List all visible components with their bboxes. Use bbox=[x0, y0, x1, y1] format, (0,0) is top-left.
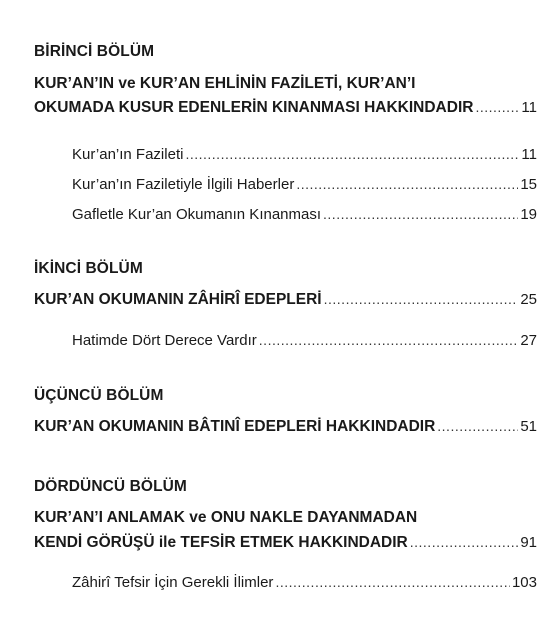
toc-entry[interactable] bbox=[72, 146, 537, 163]
dot-leader bbox=[323, 206, 518, 222]
entry-title: Kur’an’ın Faziletiyle İlgili Haberler bbox=[72, 176, 295, 193]
section-heading: ÜÇÜNCÜ BÖLÜM bbox=[34, 387, 164, 404]
section-heading: İKİNCİ BÖLÜM bbox=[34, 260, 143, 277]
entry-title: Hatimde Dört Derece Vardır bbox=[72, 332, 257, 349]
dot-leader bbox=[410, 534, 519, 550]
chapter-title: KENDİ GÖRÜŞÜ ile TEFSİR ETMEK HAKKINDADIR bbox=[34, 534, 408, 551]
entry-title: Kur’an’ın Fazileti bbox=[72, 146, 184, 163]
dot-leader bbox=[437, 418, 518, 434]
toc-entry-chapter[interactable] bbox=[34, 291, 537, 309]
toc-entry[interactable] bbox=[72, 206, 537, 223]
section-heading: BİRİNCİ BÖLÜM bbox=[34, 43, 155, 60]
toc-entry-chapter[interactable] bbox=[34, 418, 537, 436]
entry-title: Zâhirî Tefsir İçin Gerekli İlimler bbox=[72, 574, 274, 591]
page-number: 51 bbox=[520, 418, 537, 435]
dot-leader bbox=[324, 291, 519, 307]
dot-leader bbox=[185, 146, 519, 162]
chapter-title: OKUMADA KUSUR EDENLERİN KINANMASI HAKKINDADIR bbox=[34, 99, 474, 116]
chapter-title-line: KUR’AN’IN ve KUR’AN EHLİNİN FAZİLETİ, KUR’AN’I bbox=[34, 75, 416, 92]
chapter-title: KUR’AN OKUMANIN BÂTINÎ EDEPLERİ HAKKINDADIR bbox=[34, 418, 436, 435]
dot-leader bbox=[275, 574, 510, 590]
entry-title: Gafletle Kur’an Okumanın Kınanması bbox=[72, 206, 322, 223]
section-heading: DÖRDÜNCÜ BÖLÜM bbox=[34, 478, 187, 495]
page-number: 15 bbox=[520, 176, 537, 193]
page-number: 103 bbox=[511, 574, 537, 591]
page-number: 25 bbox=[520, 291, 537, 308]
toc-entry[interactable] bbox=[72, 176, 537, 193]
page-number: 11 bbox=[521, 146, 537, 163]
dot-leader bbox=[296, 176, 518, 192]
toc-entry[interactable] bbox=[72, 332, 537, 349]
page-number: 91 bbox=[520, 534, 537, 551]
toc-entry-chapter[interactable] bbox=[34, 99, 537, 117]
page-number: 19 bbox=[520, 206, 537, 223]
page-number: 11 bbox=[521, 99, 537, 116]
dot-leader bbox=[259, 332, 519, 348]
toc-entry[interactable] bbox=[72, 574, 537, 591]
dot-leader bbox=[475, 99, 519, 115]
chapter-title: KUR’AN OKUMANIN ZÂHİRÎ EDEPLERİ bbox=[34, 291, 322, 308]
toc-entry-chapter[interactable] bbox=[34, 534, 537, 552]
chapter-title-line: KUR’AN’I ANLAMAK ve ONU NAKLE DAYANMADAN bbox=[34, 509, 418, 526]
page-number: 27 bbox=[520, 332, 537, 349]
